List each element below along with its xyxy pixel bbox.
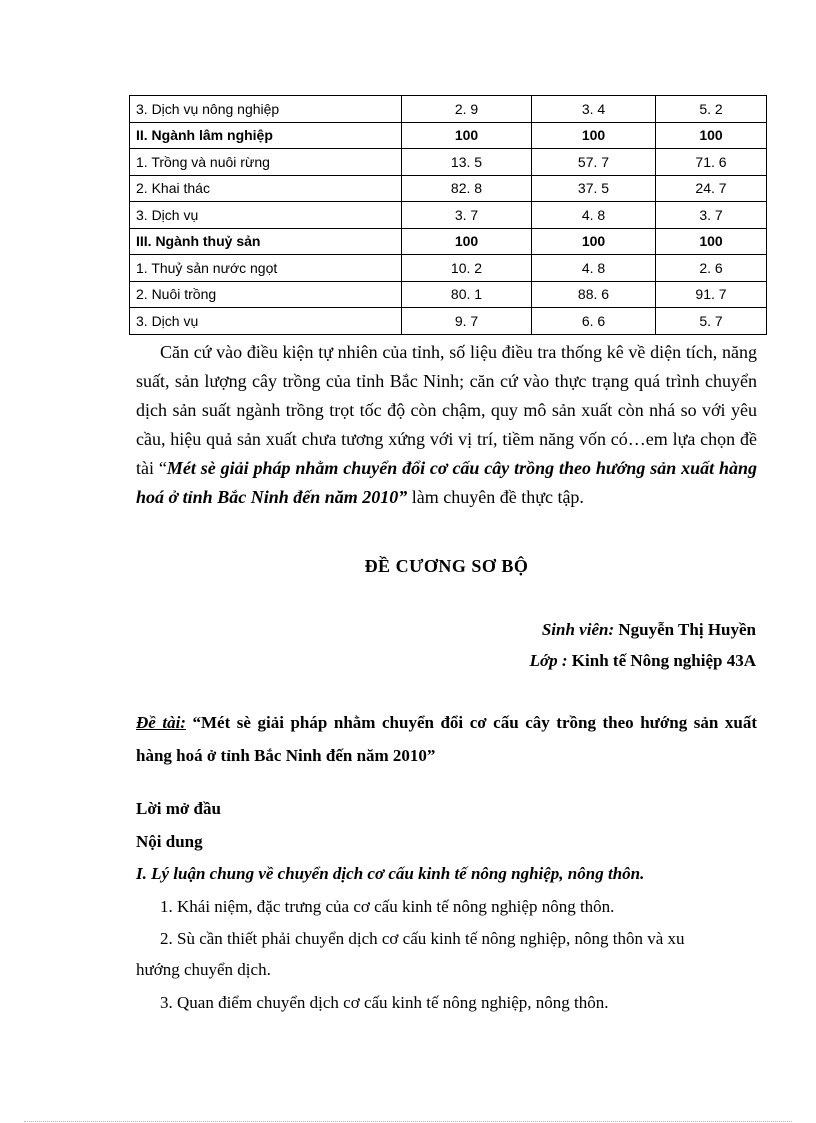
cell-value: 3. 7 <box>656 202 767 229</box>
cell-value: 100 <box>532 122 656 149</box>
topic-title: “Mét sè giải pháp nhằm chuyển đổi cơ cấu cây trồng theo hướng sản xuất hàng hoá ở tỉnh Bắc Ninh đến năm 2010” <box>136 713 757 765</box>
student-label: Sinh viên: <box>541 620 615 639</box>
class-label: Lớp : <box>529 651 568 670</box>
row-label: III. Ngành thuỷ sản <box>130 228 402 255</box>
paragraph-text: Căn cứ vào điều kiện tự nhiên của tỉnh, số liệu điều tra thống kê về diện tích, năng suất, sản lượng cây trồng của tỉnh Bắc Ninh; căn cứ vào thực trạng quá trình chuyển dịch sản suất ngành trồng trọt tốc độ còn chậm, quy mô sản xuất còn nhá so với yêu cầu, hiệu quả sản xuất chưa tương xứng với vị trí, tiềm năng vốn có…em lựa chọn đề tài “ <box>136 342 757 478</box>
row-label: 1. Trồng và nuôi rừng <box>130 149 402 176</box>
cell-value: 100 <box>656 122 767 149</box>
cell-value: 13. 5 <box>402 149 532 176</box>
cell-value: 4. 8 <box>532 202 656 229</box>
cell-value: 100 <box>656 228 767 255</box>
topic-label: Đề tài: <box>136 713 186 732</box>
table-row <box>130 96 767 123</box>
cell-value: 24. 7 <box>656 175 767 202</box>
class-name: Kinh tế Nông nghiệp 43A <box>567 651 756 670</box>
student-info <box>542 620 756 640</box>
page-bottom-rule <box>24 1121 792 1122</box>
row-label: 3. Dịch vụ <box>130 202 402 229</box>
table-row <box>130 149 767 176</box>
table-row <box>130 228 767 255</box>
outline-intro: Lời mở đầu <box>136 799 221 818</box>
row-label: 3. Dịch vụ <box>130 308 402 335</box>
cell-value: 37. 5 <box>532 175 656 202</box>
cell-value: 82. 8 <box>402 175 532 202</box>
cell-value: 100 <box>402 228 532 255</box>
table-row <box>130 308 767 335</box>
cell-value: 3. 4 <box>532 96 656 123</box>
outline-item-3: 3. Quan điểm chuyển dịch cơ cấu kinh tế nông nghiệp, nông thôn. <box>160 993 609 1012</box>
paragraph-title-reference: Mét sè giải pháp nhằm chuyển đổi cơ cấu cây trồng theo hướng sản xuất hàng hoá ở tỉnh Bắc Ninh đến năm 2010” <box>136 458 758 507</box>
row-label: II. Ngành lâm nghiệp <box>130 122 402 149</box>
cell-value: 9. 7 <box>402 308 532 335</box>
row-label: 2. Nuôi trồng <box>130 281 402 308</box>
cell-value: 100 <box>402 122 532 149</box>
paragraph-text-end: làm chuyên đề thực tập. <box>407 487 584 507</box>
table-row <box>130 281 767 308</box>
outline-content: Nội dung <box>136 832 203 851</box>
cell-value: 57. 7 <box>532 149 656 176</box>
table-row <box>130 175 767 202</box>
cell-value: 4. 8 <box>532 255 656 282</box>
cell-value: 2. 9 <box>402 96 532 123</box>
row-label: 2. Khai thác <box>130 175 402 202</box>
topic-paragraph <box>136 706 757 772</box>
cell-value: 10. 2 <box>402 255 532 282</box>
table-row <box>130 255 767 282</box>
cell-value: 88. 6 <box>532 281 656 308</box>
outline-item-2: 2. Sù cần thiết phải chuyển dịch cơ cấu kinh tế nông nghiệp, nông thôn và xu <box>160 929 685 948</box>
cell-value: 80. 1 <box>402 281 532 308</box>
class-info <box>530 651 756 671</box>
outline-heading: ĐỀ CƯƠNG SƠ BỘ <box>364 556 529 576</box>
cell-value: 71. 6 <box>656 149 767 176</box>
outline-item-2-continued: hướng chuyển dịch. <box>136 960 271 979</box>
table-row <box>130 202 767 229</box>
row-label: 3. Dịch vụ nông nghiệp <box>130 96 402 123</box>
student-name: Nguyễn Thị Huyền <box>614 620 756 639</box>
outline-item-1: 1. Khái niệm, đặc trưng của cơ cấu kinh tế nông nghiệp nông thôn. <box>160 897 615 916</box>
data-table <box>129 95 767 335</box>
cell-value: 5. 2 <box>656 96 767 123</box>
cell-value: 6. 6 <box>532 308 656 335</box>
cell-value: 2. 6 <box>656 255 767 282</box>
intro-paragraph <box>136 338 757 512</box>
cell-value: 91. 7 <box>656 281 767 308</box>
outline-section-1: I. Lý luận chung về chuyển dịch cơ cấu kinh tế nông nghiệp, nông thôn. <box>136 864 645 883</box>
cell-value: 100 <box>532 228 656 255</box>
table-row <box>130 122 767 149</box>
cell-value: 3. 7 <box>402 202 532 229</box>
row-label: 1. Thuỷ sản nước ngọt <box>130 255 402 282</box>
cell-value: 5. 7 <box>656 308 767 335</box>
